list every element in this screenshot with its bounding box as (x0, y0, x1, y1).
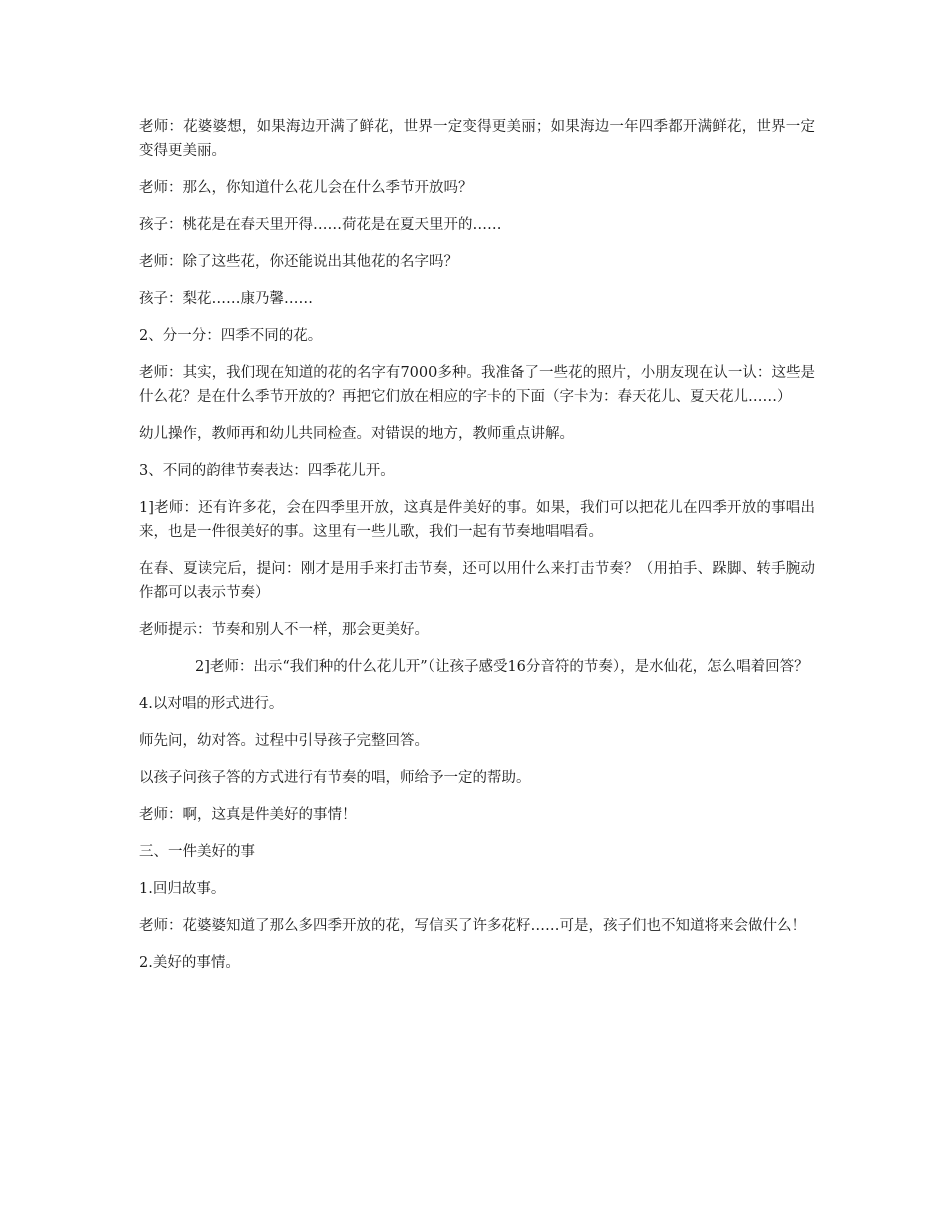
paragraph: 老师：除了这些花，你还能说出其他花的名字吗？ (139, 254, 458, 270)
paragraph: 师先问，幼对答。过程中引导孩子完整回答。 (139, 733, 429, 749)
section-heading: 2、分一分：四季不同的花。 (139, 328, 323, 344)
paragraph: 老师：花婆婆想，如果海边开满了鲜花，世界一定变得更美丽；如果海边一年四季都开满鲜花，世界一定变得更美丽。 (139, 119, 815, 159)
section-heading: 2.美好的事情。 (139, 955, 240, 971)
paragraph: 以孩子问孩子答的方式进行有节奏的唱，师给予一定的帮助。 (139, 770, 531, 786)
paragraph: 老师：其实，我们现在知道的花的名字有7000多种。我准备了一些花的照片，小朋友现在认一认：这些是什么花？是在什么季节开放的？再把它们放在相应的字卡的下面（字卡为：春天花儿、夏天花儿……） (139, 365, 815, 405)
paragraph: 老师：花婆婆知道了那么多四季开放的花，写信买了许多花籽……可是，孩子们也不知道将来会做什么！ (139, 918, 806, 934)
section-heading: 三、一件美好的事 (139, 844, 255, 860)
paragraph: 孩子：梨花……康乃馨…… (139, 291, 313, 307)
paragraph: 1]老师：还有许多花，会在四季里开放，这真是件美好的事。如果，我们可以把花儿在四季开放的事唱出来，也是一件很美好的事。这里有一些儿歌，我们一起有节奏地唱唱看。 (139, 500, 815, 540)
paragraph: 幼儿操作，教师再和幼儿共同检查。对错误的地方，教师重点讲解。 (139, 426, 574, 442)
paragraph: 老师：啊，这真是件美好的事情！ (139, 807, 357, 823)
section-heading: 1.回归故事。 (139, 881, 226, 897)
paragraph: 孩子：桃花是在春天里开得……荷花是在夏天里开的…… (139, 217, 502, 233)
paragraph: 2]老师：出示“我们种的什么花儿开”（让孩子感受16分音符的节奏），是水仙花，怎么唱着回答？ (195, 659, 809, 675)
section-heading: 3、不同的韵律节奏表达：四季花儿开。 (139, 463, 395, 479)
section-heading: 4.以对唱的形式进行。 (139, 696, 284, 712)
paragraph: 老师：那么，你知道什么花儿会在什么季节开放吗？ (139, 180, 473, 196)
paragraph: 老师提示：节奏和别人不一样，那会更美好。 (139, 622, 429, 638)
document-page (139, 115, 815, 988)
paragraph: 在春、夏读完后，提问：刚才是用手来打击节奏，还可以用什么来打击节奏？（用拍手、跺脚、转手腕动作都可以表示节奏） (139, 561, 815, 601)
